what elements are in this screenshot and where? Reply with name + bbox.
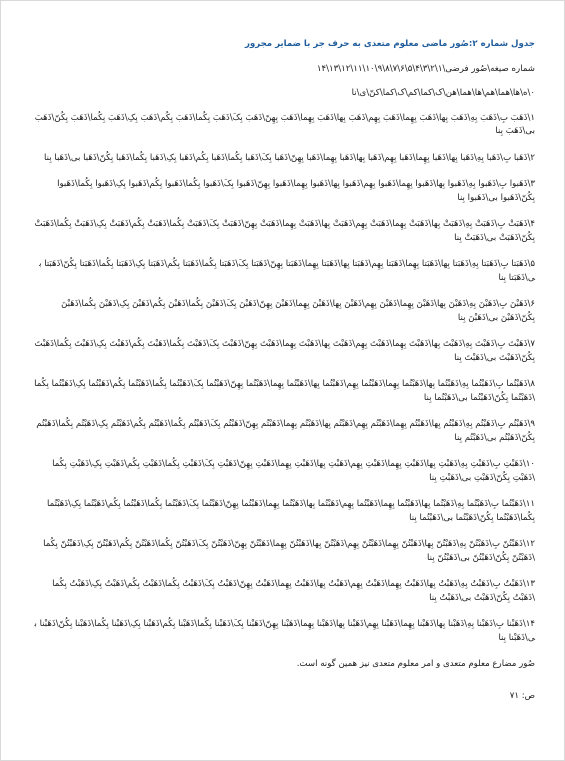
conjugation-row: ۹\ذَهَبْتُم بِ\ذَهَبْتُم بِهِ\ذَهَبْتُم بِها\ذَهَبْتُم بِهِما\ذَهَبْتُم بِهِم\ذَهَبْتُم بِها\ذَهَبْتُم بِهِما\ذَهَبْتُم بِهِنّ\ذَهَبْتُم بِکَ\ذَهَبْتُم بِکُما\ذَهَبْتُم بِکُم\ذَهَبْتُم بِکِ\ذَهَبْتُم بِکُما\ذَهَبْتُم بِکُنّ\ذَهَبْتُم بی\ذَهَبْتُم بِنا [36, 419, 535, 443]
conjugation-row: ۱۲\ذَهَبْتُنّ بِ\ذَهَبْتُنّ بِهِ\ذَهَبْتُنّ بِها\ذَهَبْتُنّ بِهِما\ذَهَبْتُنّ بِهِم\ذَهَبْتُنّ بِها\ذَهَبْتُنّ بِهِما\ذَهَبْتُنّ بِهِنّ\ذَهَبْتُنّ بِکَ\ذَهَبْتُنّ بِکُما\ذَهَبْتُنّ بِکُم\ذَهَبْتُنّ بِکِ\ذَهَبْتُنّ بِکُما\ذَهَبْتُنّ بِکُنّ\ذَهَبْتُنّ بی\ذَهَبْتُنّ بِنا [43, 539, 535, 563]
conjugation-row: ۶\ذَهَبْنَ بِ\ذَهَبْنَ بِهِ\ذَهَبْنَ بِها\ذَهَبْنَ بِهِما\ذَهَبْنَ بِهِم\ذَهَبْنَ بِها\ذَهَبْنَ بِهِما\ذَهَبْنَ بِهِنّ\ذَهَبْنَ بِکَ\ذَهَبْنَ بِکُما\ذَهَبْنَ بِکُم\ذَهَبْنَ بِکِ\ذَهَبْنَ بِکُما\ذَهَبْنَ بِکُنّ\ذَهَبْنَ بی\ذَهَبْنَ بِنا [61, 299, 535, 323]
conjugation-row: ۳\ذَهَبوا بِ\ذَهَبوا بِهِ\ذَهَبوا بِها\ذَهَبوا بِهِما\ذَهَبوا بِهِم\ذَهَبوا بِها\ذَهَبوا بِهِما\ذَهَبوا بِهِنّ\ذَهَبوا بِکَ\ذَهَبوا بِکُما\ذَهَبوا بِکُم\ذَهَبوا بِکِ\ذَهَبوا بِکُما\ذَهَبوا بِکُنّ\ذَهَبوا بی\ذَهَبوا بِنا [57, 179, 535, 203]
pronouns-header-line: ۰\ه\ها\هما\هم\ها\هما\هن\ک\کما\کم\ک\کما\کنّ\ی\نا [351, 88, 535, 98]
numbers-header-line: شماره صیغه\صُور فرضی\۱\۲\۳\۴\۵\۶\۷\۸\۹\۱۰\۱۱\۱۲\۱۳\۱۴ [316, 63, 535, 74]
conjugation-row: ۱۳\ذَهَبْتُ بِ\ذَهَبْتُ بِهِ\ذَهَبْتُ بِها\ذَهَبْتُ بِهِما\ذَهَبْتُ بِهِم\ذَهَبْتُ بِها\ذَهَبْتُ بِهِما\ذَهَبْتُ بِهِنّ\ذَهَبْتُ بِکَ\ذَهَبْتُ بِکُما\ذَهَبْتُ بِکُم\ذَهَبْتُ بِکِ\ذَهَبْتُ بِکُما\ذَهَبْتُ بِکُنّ\ذَهَبْتُ بی\ذَهَبْتُ بِنا [52, 579, 535, 603]
page-number: ص: ۷۱ [509, 690, 535, 701]
conjugation-row: ۱\ذَهَبَ بِ\ذَهَبَ بِهِ\ذَهَبَ بِها\ذَهَبَ بِهِما\ذَهَبَ بِهِم\ذَهَبَ بِها\ذَهَبَ بِهِما\ذَهَبَ بِهِنّ\ذَهَبَ بِکَ\ذَهَبَ بِکُما\ذَهَبَ بِکُم\ذَهَبَ بِکِ\ذَهَبَ بِکُما\ذَهَبَ بِکُنّ\ذَهَبَ بی\ذَهَبَ بِنا [34, 112, 535, 136]
table-title: جدول شماره ۲:صُور ماضی معلوم متعدی به حرف جر با ضمایر مجرور [244, 39, 535, 49]
conjugation-row: ۱۰\ذَهَبْتِ بِ\ذَهَبْتِ بِهِ\ذَهَبْتِ بِها\ذَهَبْتِ بِهِما\ذَهَبْتِ بِهِم\ذَهَبْتِ بِها\ذَهَبْتِ بِهِما\ذَهَبْتِ بِهِنّ\ذَهَبْتِ بِکَ\ذَهَبْتِ بِکُما\ذَهَبْتِ بِکُم\ذَهَبْتِ بِکِ\ذَهَبْتِ بِکُما\ذَهَبْتِ بِکُنّ\ذَهَبْتِ بی\ذَهَبْتِ بِنا [52, 459, 535, 483]
conjugation-rows [34, 112, 535, 646]
conjugation-row: ۱۱\ذَهَبْتُما بِ\ذَهَبْتُما بِهِ\ذَهَبْتُما بِها\ذَهَبْتُما بِهِما\ذَهَبْتُما بِهِم\ذَهَبْتُما بِها\ذَهَبْتُما بِهِما\ذَهَبْتُما بِهِنّ\ذَهَبْتُما بِکَ\ذَهَبْتُما بِکُما\ذَهَبْتُما بِکُم\ذَهَبْتُما بِکِ\ذَهَبْتُما بِکُما\ذَهَبْتُما بِکُنّ\ذَهَبْتُما بی\ذَهَبْتُما بِنا [47, 499, 535, 523]
conjugation-row: ۲\ذَهَبا بِ\ذَهَبا بِهِ\ذَهَبا بِها\ذَهَبا بِهِما\ذَهَبا بِهِم\ذَهَبا بِها\ذَهَبا بِهِما\ذَهَبا بِهِنّ\ذَهَبا بِکَ\ذَهَبا بِکُما\ذَهَبا بِکُم\ذَهَبا بِکِ\ذَهَبا بِکُما\ذَهَبا بِکُنّ\ذَهَبا بی\ذَهَبا بِنا [44, 152, 535, 163]
conjugation-row: ۸\ذَهَبْتُما بِ\ذَهَبْتُما بِهِ\ذَهَبْتُما بِها\ذَهَبْتُما بِهِما\ذَهَبْتُما بِهِم\ذَهَبْتُما بِها\ذَهَبْتُما بِهِما\ذَهَبْتُما بِهِنّ\ذَهَبْتُما بِکَ\ذَهَبْتُما بِکُما\ذَهَبْتُما بِکُم\ذَهَبْتُما بِکِ\ذَهَبْتُما بِکُما\ذَهَبْتُما بِکُنّ\ذَهَبْتُما بی\ذَهَبْتُما بِنا [34, 379, 535, 403]
conjugation-row: ۱۴\ذَهَبْنا بِ\ذَهَبْنا بِهِ\ذَهَبْنا بِها\ذَهَبْنا بِهِما\ذَهَبْنا بِهِم\ذَهَبْنا بِها\ذَهَبْنا بِهِما\ذَهَبْنا بِهِنّ\ذَهَبْنا بِکَ\ذَهَبْنا بِکُما\ذَهَبْنا بِکُم\ذَهَبْنا بِکِ\ذَهَبْنا بِکُما\ذَهَبْنا بِکُنّ\ذَهَبْنا بی\ذَهَبْنا بِنا [34, 619, 535, 643]
conjugation-row: ۷\ذَهَبْتَ بِ\ذَهَبْتَ بِهِ\ذَهَبْتَ بِها\ذَهَبْتَ بِهِما\ذَهَبْتَ بِهِم\ذَهَبْتَ بِها\ذَهَبْتَ بِهِما\ذَهَبْتَ بِهِنّ\ذَهَبْتَ بِکَ\ذَهَبْتَ بِکُما\ذَهَبْتَ بِکُم\ذَهَبْتَ بِکِ\ذَهَبْتَ بِکُما\ذَهَبْتَ بِکُنّ\ذَهَبْتَ بی\ذَهَبْتَ بِنا [34, 339, 535, 363]
document-body [34, 38, 535, 703]
conjugation-row: ۵\ذَهَبَتا بِ\ذَهَبَتا بِهِ\ذَهَبَتا بِها\ذَهَبَتا بِهِما\ذَهَبَتا بِهِم\ذَهَبَتا بِها\ذَهَبَتا بِهِما\ذَهَبَتا بِهِنّ\ذَهَبَتا بِکَ\ذَهَبَتا بِکُما\ذَهَبَتا بِکُم\ذَهَبَتا بِکِ\ذَهَبَتا بِکُما\ذَهَبَتا بِکُنّ\ذَهَبَتا بی\ذَهَبَتا بِنا [39, 259, 535, 283]
footnote: صُور مضارع معلوم متعدی و امر معلوم متعدی نیز همین گونه است. [296, 659, 535, 669]
conjugation-row: ۴\ذَهَبَتْ بِ\ذَهَبَتْ بِهِ\ذَهَبَتْ بِها\ذَهَبَتْ بِهِما\ذَهَبَتْ بِهِم\ذَهَبَتْ بِها\ذَهَبَتْ بِهِما\ذَهَبَتْ بِهِنّ\ذَهَبَتْ بِکَ\ذَهَبَتْ بِکُما\ذَهَبَتْ بِکُم\ذَهَبَتْ بِکِ\ذَهَبَتْ بِکُما\ذَهَبَتْ بِکُنّ\ذَهَبَتْ بی\ذَهَبَتْ بِنا [34, 219, 535, 243]
